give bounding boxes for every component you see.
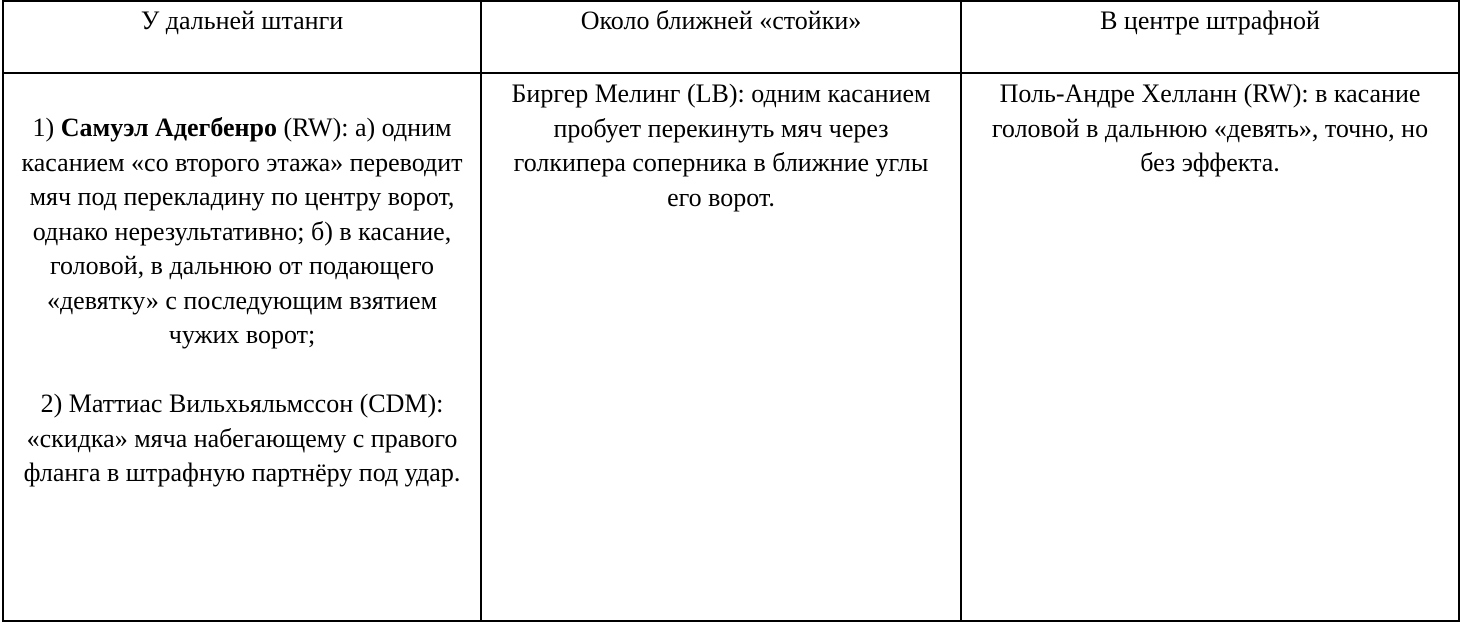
header-near-post: Около ближней «стойки» [481,1,961,73]
header-row [3,1,1459,73]
far-post-item-1-prefix: 1) [32,113,61,142]
content-row [3,73,1459,621]
far-post-item-2: 2) Маттиас Вильхьяльмссон (CDM): «скидка» мяча набегающему с правого фланга в штрафную партнёру под удар. [23,389,461,487]
header-far-post: У дальней штанги [3,1,481,73]
cell-far-post [3,73,481,621]
near-post-text: Биргер Мелинг (LB): одним касанием пробует перекинуть мяч через голкипера соперника в ближние углы его ворот. [511,79,931,212]
cell-near-post [481,73,961,621]
far-post-item-1-text: (RW): а) одним касанием «со второго этажа» переводит мяч под перекладину по центру ворот, однако нерезультативно; б) в касание, головой, в дальнюю от подающего «девятку» с последующим взятием чужих ворот; [21,113,463,349]
cell-center [961,73,1459,621]
header-center: В центре штрафной [961,1,1459,73]
paragraph-gap [20,353,464,388]
far-post-item-1 [20,111,464,353]
zones-table [2,0,1460,622]
center-text: Поль-Андре Хелланн (RW): в касание головой в дальнюю «девять», точно, но без эффекта. [991,79,1429,177]
far-post-player-name: Самуэл Адегбенро [60,113,277,142]
